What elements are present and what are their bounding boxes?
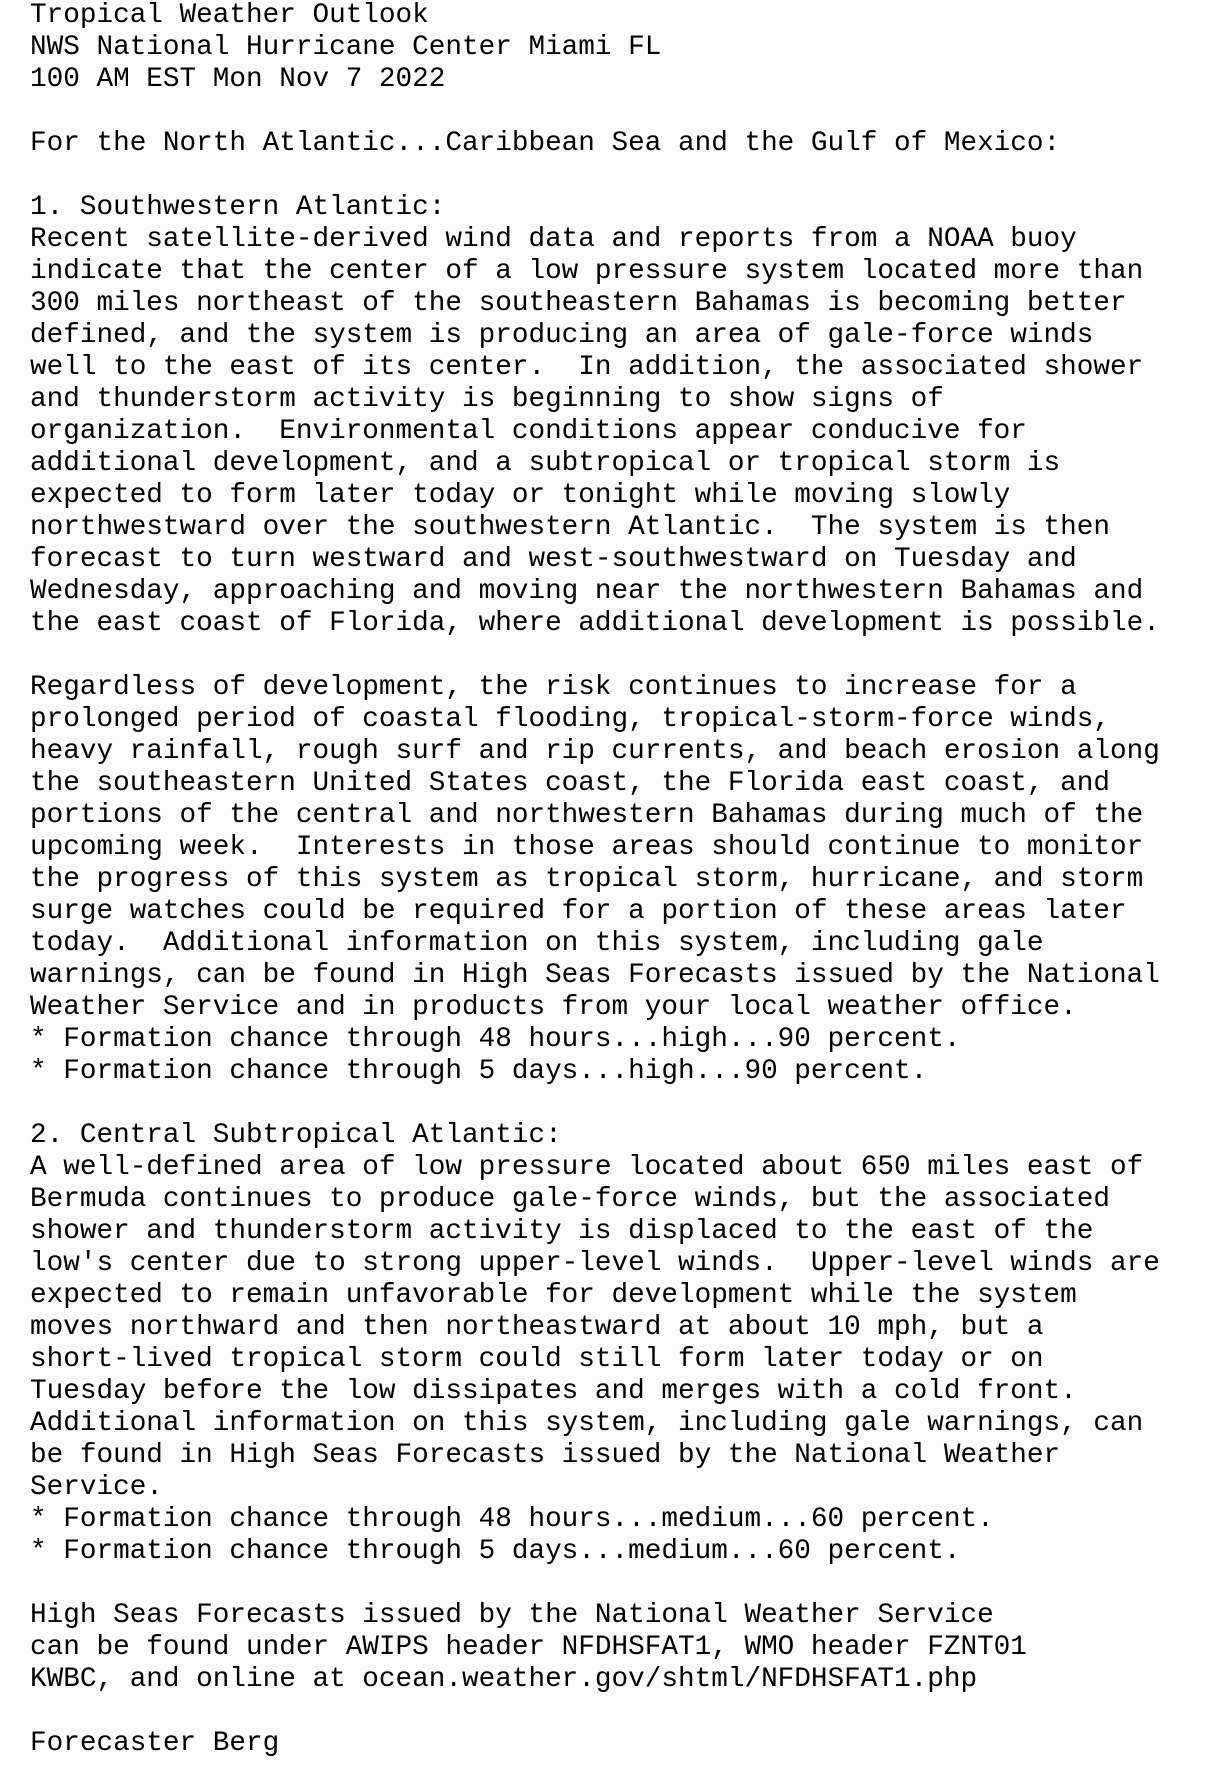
text-line: forecast to turn westward and west-southwestward on Tuesday and xyxy=(30,544,1077,575)
text-line: * Formation chance through 5 days...high...90 percent. xyxy=(30,1056,928,1087)
text-line: Regardless of development, the risk continues to increase for a xyxy=(30,672,1077,703)
text-line: low's center due to strong upper-level winds. Upper-level winds are xyxy=(30,1248,1160,1279)
paragraph-section-1-hazards-and-formation-chance xyxy=(30,672,1210,1088)
text-line: short-lived tropical storm could still form later today or on xyxy=(30,1344,1044,1375)
text-line: Additional information on this system, including gale warnings, can xyxy=(30,1408,1144,1439)
text-line: northwestward over the southwestern Atlantic. The system is then xyxy=(30,512,1110,543)
text-line: Bermuda continues to produce gale-force winds, but the associated xyxy=(30,1184,1110,1215)
paragraph-section-2-central-subtropical-atlantic xyxy=(30,1120,1210,1568)
text-line: organization. Environmental conditions appear conducive for xyxy=(30,416,1027,447)
text-line: For the North Atlantic...Caribbean Sea and the Gulf of Mexico: xyxy=(30,128,1061,159)
text-line: and thunderstorm activity is beginning to show signs of xyxy=(30,384,944,415)
text-line: the progress of this system as tropical storm, hurricane, and storm xyxy=(30,864,1144,895)
text-line: can be found under AWIPS header NFDHSFAT1, WMO header FZNT01 xyxy=(30,1632,1027,1663)
paragraph-high-seas-forecasts-reference xyxy=(30,1600,1210,1696)
text-line: surge watches could be required for a portion of these areas later xyxy=(30,896,1127,927)
text-line: 300 miles northeast of the southeastern Bahamas is becoming better xyxy=(30,288,1127,319)
text-line: Forecaster Berg xyxy=(30,1728,280,1759)
text-line: * Formation chance through 48 hours...high...90 percent. xyxy=(30,1024,961,1055)
text-line: Recent satellite-derived wind data and reports from a NOAA buoy xyxy=(30,224,1077,255)
text-line: heavy rainfall, rough surf and rip currents, and beach erosion along xyxy=(30,736,1160,767)
text-line: expected to remain unfavorable for development while the system xyxy=(30,1280,1077,1311)
text-line: portions of the central and northwestern Bahamas during much of the xyxy=(30,800,1144,831)
text-line: A well-defined area of low pressure located about 650 miles east of xyxy=(30,1152,1144,1183)
text-line: * Formation chance through 5 days...medium...60 percent. xyxy=(30,1536,961,1567)
text-line: High Seas Forecasts issued by the National Weather Service xyxy=(30,1600,994,1631)
text-line: Weather Service and in products from your local weather office. xyxy=(30,992,1077,1023)
text-line: Tuesday before the low dissipates and merges with a cold front. xyxy=(30,1376,1077,1407)
text-line: warnings, can be found in High Seas Forecasts issued by the National xyxy=(30,960,1160,991)
text-line: upcoming week. Interests in those areas should continue to monitor xyxy=(30,832,1144,863)
text-line: moves northward and then northeastward at about 10 mph, but a xyxy=(30,1312,1044,1343)
text-line: 2. Central Subtropical Atlantic: xyxy=(30,1120,562,1151)
text-line: * Formation chance through 48 hours...medium...60 percent. xyxy=(30,1504,994,1535)
text-line: additional development, and a subtropical or tropical storm is xyxy=(30,448,1061,479)
paragraph-scope xyxy=(30,128,1210,160)
text-line: prolonged period of coastal flooding, tropical-storm-force winds, xyxy=(30,704,1110,735)
text-line: the southeastern United States coast, the Florida east coast, and xyxy=(30,768,1110,799)
text-line: expected to form later today or tonight while moving slowly xyxy=(30,480,1011,511)
text-line: Tropical Weather Outlook xyxy=(30,0,429,31)
text-line: well to the east of its center. In addition, the associated shower xyxy=(30,352,1144,383)
paragraph-signature xyxy=(30,1728,1210,1760)
text-line: indicate that the center of a low pressure system located more than xyxy=(30,256,1144,287)
paragraph-header xyxy=(30,0,1210,96)
text-line: Service. xyxy=(30,1472,163,1503)
text-line: be found in High Seas Forecasts issued by the National Weather xyxy=(30,1440,1061,1471)
text-line: Wednesday, approaching and moving near the northwestern Bahamas and xyxy=(30,576,1144,607)
text-line: 1. Southwestern Atlantic: xyxy=(30,192,446,223)
text-line: today. Additional information on this system, including gale xyxy=(30,928,1044,959)
paragraph-section-1-southwestern-atlantic xyxy=(30,192,1210,640)
text-line: 100 AM EST Mon Nov 7 2022 xyxy=(30,64,446,95)
text-line: KWBC, and online at ocean.weather.gov/shtml/NFDHSFAT1.php xyxy=(30,1664,978,1695)
text-line: shower and thunderstorm activity is displaced to the east of the xyxy=(30,1216,1094,1247)
text-line: NWS National Hurricane Center Miami FL xyxy=(30,32,662,63)
text-line: defined, and the system is producing an area of gale-force winds xyxy=(30,320,1094,351)
text-line: the east coast of Florida, where additional development is possible. xyxy=(30,608,1160,639)
